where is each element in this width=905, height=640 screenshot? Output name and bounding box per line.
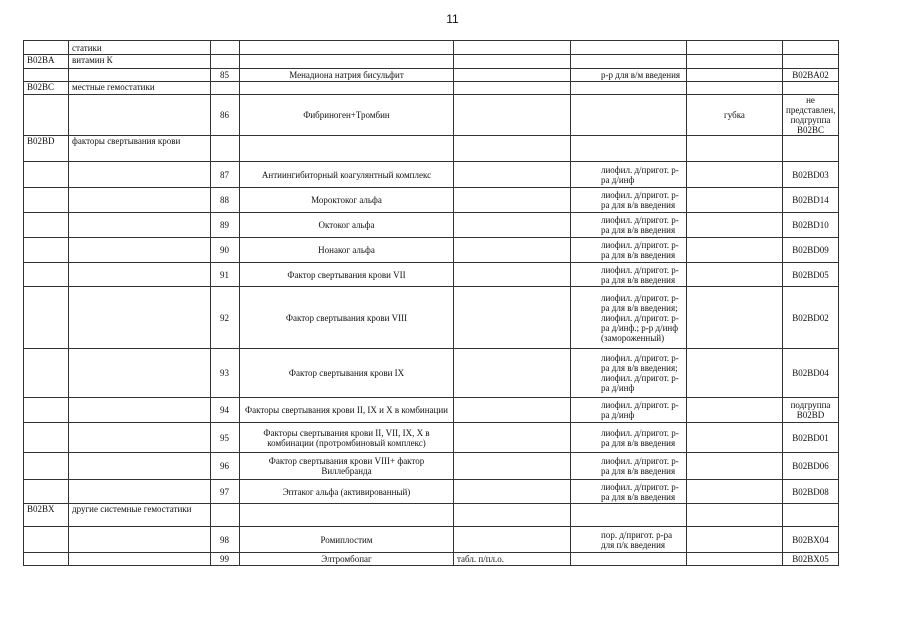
group-name-cell [69,553,211,566]
drug-name-cell: Фактор свертывания крови VIII [240,287,454,349]
class-code-cell: B02BD08 [783,480,839,504]
form-cell: лиофил. д/пригот. р-ра для в/в введения; лиофил. д/пригот. р-ра д/инф [571,349,687,398]
note-cell [687,398,783,423]
note-cell [687,480,783,504]
table-row [24,55,839,69]
form-cell [571,55,687,69]
form-cell: лиофил. д/пригот. р-ра для в/в введения [571,188,687,213]
form-primary-cell [454,287,571,349]
group-name-cell: факторы свертывания крови [69,136,211,162]
table-row [24,287,839,349]
form-primary-cell [454,41,571,55]
drug-name-cell: Менадиона натрия бисульфит [240,69,454,82]
class-code-cell: подгруппа B02BD [783,398,839,423]
code-cell [24,287,69,349]
code-cell [24,527,69,553]
form-cell: р-р для в/м введения [571,69,687,82]
form-cell [571,95,687,136]
drug-name-cell: Фактор свертывания крови VIII+ фактор Виллебранда [240,453,454,480]
note-cell [687,527,783,553]
drug-name-cell: Фибриноген+Тромбин [240,95,454,136]
code-cell [24,453,69,480]
code-cell: B02BX [24,504,69,527]
code-cell [24,162,69,188]
form-primary-cell [454,213,571,238]
form-cell: лиофил. д/пригот. р-ра д/инф [571,398,687,423]
form-cell: лиофил. д/пригот. р-ра для в/в введения [571,238,687,263]
group-name-cell [69,162,211,188]
group-name-cell [69,423,211,453]
note-cell [687,136,783,162]
form-primary-cell [454,453,571,480]
note-cell [687,162,783,188]
table-row [24,349,839,398]
drug-name-cell [240,504,454,527]
drug-name-cell: Октоког альфа [240,213,454,238]
drug-name-cell: Факторы свертывания крови II, VII, IX, X в комбинации (протромбиновый комплекс) [240,423,454,453]
number-cell: 91 [211,263,240,287]
drug-name-cell: Мороктоког альфа [240,188,454,213]
table-row [24,453,839,480]
code-cell [24,349,69,398]
group-name-cell [69,453,211,480]
form-cell: лиофил. д/пригот. р-ра для в/в введения; лиофил. д/пригот. р-ра д/инф.; р-р д/инф (замороженный) [571,287,687,349]
drug-name-cell [240,136,454,162]
number-cell [211,136,240,162]
drug-name-cell: Нонаког альфа [240,238,454,263]
group-name-cell [69,69,211,82]
group-name-cell [69,213,211,238]
group-name-cell [69,287,211,349]
note-cell [687,423,783,453]
form-primary-cell [454,423,571,453]
drug-name-cell: Фактор свертывания крови IX [240,349,454,398]
class-code-cell: B02BX05 [783,553,839,566]
form-cell: лиофил. д/пригот. р-ра д/инф [571,162,687,188]
class-code-cell: B02BD03 [783,162,839,188]
form-cell: пор. д/пригот. р-ра для п/к введения [571,527,687,553]
group-name-cell [69,95,211,136]
number-cell: 98 [211,527,240,553]
number-cell: 96 [211,453,240,480]
code-cell [24,41,69,55]
number-cell: 85 [211,69,240,82]
group-name-cell [69,480,211,504]
table-row [24,162,839,188]
table-body [24,41,839,566]
number-cell [211,41,240,55]
code-cell [24,553,69,566]
code-cell [24,398,69,423]
class-code-cell: не представлен, подгруппа B02BC [783,95,839,136]
drug-name-cell [240,55,454,69]
number-cell: 94 [211,398,240,423]
form-primary-cell [454,95,571,136]
code-cell [24,69,69,82]
number-cell: 93 [211,349,240,398]
drug-name-cell: Фактор свертывания крови VII [240,263,454,287]
table-row [24,95,839,136]
note-cell [687,453,783,480]
number-cell: 87 [211,162,240,188]
table-row [24,41,839,55]
table-row [24,423,839,453]
drug-name-cell: Эптаког альфа (активированный) [240,480,454,504]
form-cell: лиофил. д/пригот. р-ра для в/в введения [571,453,687,480]
class-code-cell [783,41,839,55]
note-cell [687,55,783,69]
group-name-cell [69,398,211,423]
table-row [24,136,839,162]
form-primary-cell [454,349,571,398]
group-name-cell: статики [69,41,211,55]
form-cell [571,136,687,162]
table-row [24,504,839,527]
note-cell [687,238,783,263]
class-code-cell [783,136,839,162]
number-cell: 95 [211,423,240,453]
class-code-cell: B02BA02 [783,69,839,82]
note-cell [687,213,783,238]
number-cell [211,82,240,95]
form-primary-cell [454,162,571,188]
note-cell [687,553,783,566]
number-cell: 92 [211,287,240,349]
class-code-cell: B02BD04 [783,349,839,398]
form-cell [571,82,687,95]
group-name-cell [69,238,211,263]
form-cell [571,553,687,566]
number-cell: 99 [211,553,240,566]
code-cell [24,188,69,213]
table-row [24,480,839,504]
class-code-cell [783,504,839,527]
table-row [24,188,839,213]
number-cell: 88 [211,188,240,213]
form-primary-cell [454,263,571,287]
form-primary-cell [454,480,571,504]
group-name-cell: другие системные гемостатики [69,504,211,527]
class-code-cell [783,82,839,95]
group-name-cell: местные гемостатики [69,82,211,95]
form-primary-cell [454,82,571,95]
form-cell [571,504,687,527]
note-cell [687,287,783,349]
group-name-cell: витамин К [69,55,211,69]
table-row [24,238,839,263]
note-cell [687,82,783,95]
table-row [24,213,839,238]
form-primary-cell [454,188,571,213]
form-primary-cell [454,398,571,423]
code-cell: B02BA [24,55,69,69]
class-code-cell: B02BD09 [783,238,839,263]
form-primary-cell: табл. п/пл.о. [454,553,571,566]
code-cell [24,238,69,263]
number-cell: 97 [211,480,240,504]
group-name-cell [69,349,211,398]
medication-table [23,40,839,566]
form-primary-cell [454,69,571,82]
form-primary-cell [454,504,571,527]
table-row [24,82,839,95]
code-cell: B02BD [24,136,69,162]
code-cell [24,263,69,287]
drug-name-cell [240,82,454,95]
class-code-cell: B02BD01 [783,423,839,453]
code-cell: B02BC [24,82,69,95]
note-cell: губка [687,95,783,136]
drug-name-cell: Антиингибиторный коагулянтный комплекс [240,162,454,188]
note-cell [687,188,783,213]
class-code-cell: B02BD06 [783,453,839,480]
group-name-cell [69,263,211,287]
table-row [24,263,839,287]
group-name-cell [69,188,211,213]
table-row [24,553,839,566]
drug-name-cell [240,41,454,55]
form-primary-cell [454,136,571,162]
note-cell [687,263,783,287]
class-code-cell: B02BD05 [783,263,839,287]
class-code-cell [783,55,839,69]
class-code-cell: B02BD10 [783,213,839,238]
form-cell: лиофил. д/пригот. р-ра для в/в введения [571,480,687,504]
note-cell [687,69,783,82]
class-code-cell: B02BD02 [783,287,839,349]
table-row [24,398,839,423]
form-primary-cell [454,527,571,553]
number-cell [211,55,240,69]
class-code-cell: B02BD14 [783,188,839,213]
number-cell: 89 [211,213,240,238]
code-cell [24,423,69,453]
form-cell: лиофил. д/пригот. р-ра для в/в введения [571,263,687,287]
table-row [24,527,839,553]
number-cell: 90 [211,238,240,263]
table-row [24,69,839,82]
class-code-cell: B02BX04 [783,527,839,553]
code-cell [24,480,69,504]
page-number: 11 [446,12,459,26]
form-cell [571,41,687,55]
form-primary-cell [454,55,571,69]
code-cell [24,95,69,136]
group-name-cell [69,527,211,553]
drug-name-cell: Ромиплостим [240,527,454,553]
form-cell: лиофил. д/пригот. р-ра для в/в введения [571,213,687,238]
code-cell [24,213,69,238]
drug-name-cell: Факторы свертывания крови II, IX и X в комбинации [240,398,454,423]
note-cell [687,349,783,398]
note-cell [687,504,783,527]
note-cell [687,41,783,55]
form-primary-cell [454,238,571,263]
form-cell: лиофил. д/пригот. р-ра для в/в введения [571,423,687,453]
drug-name-cell: Элтромбопаг [240,553,454,566]
number-cell: 86 [211,95,240,136]
number-cell [211,504,240,527]
